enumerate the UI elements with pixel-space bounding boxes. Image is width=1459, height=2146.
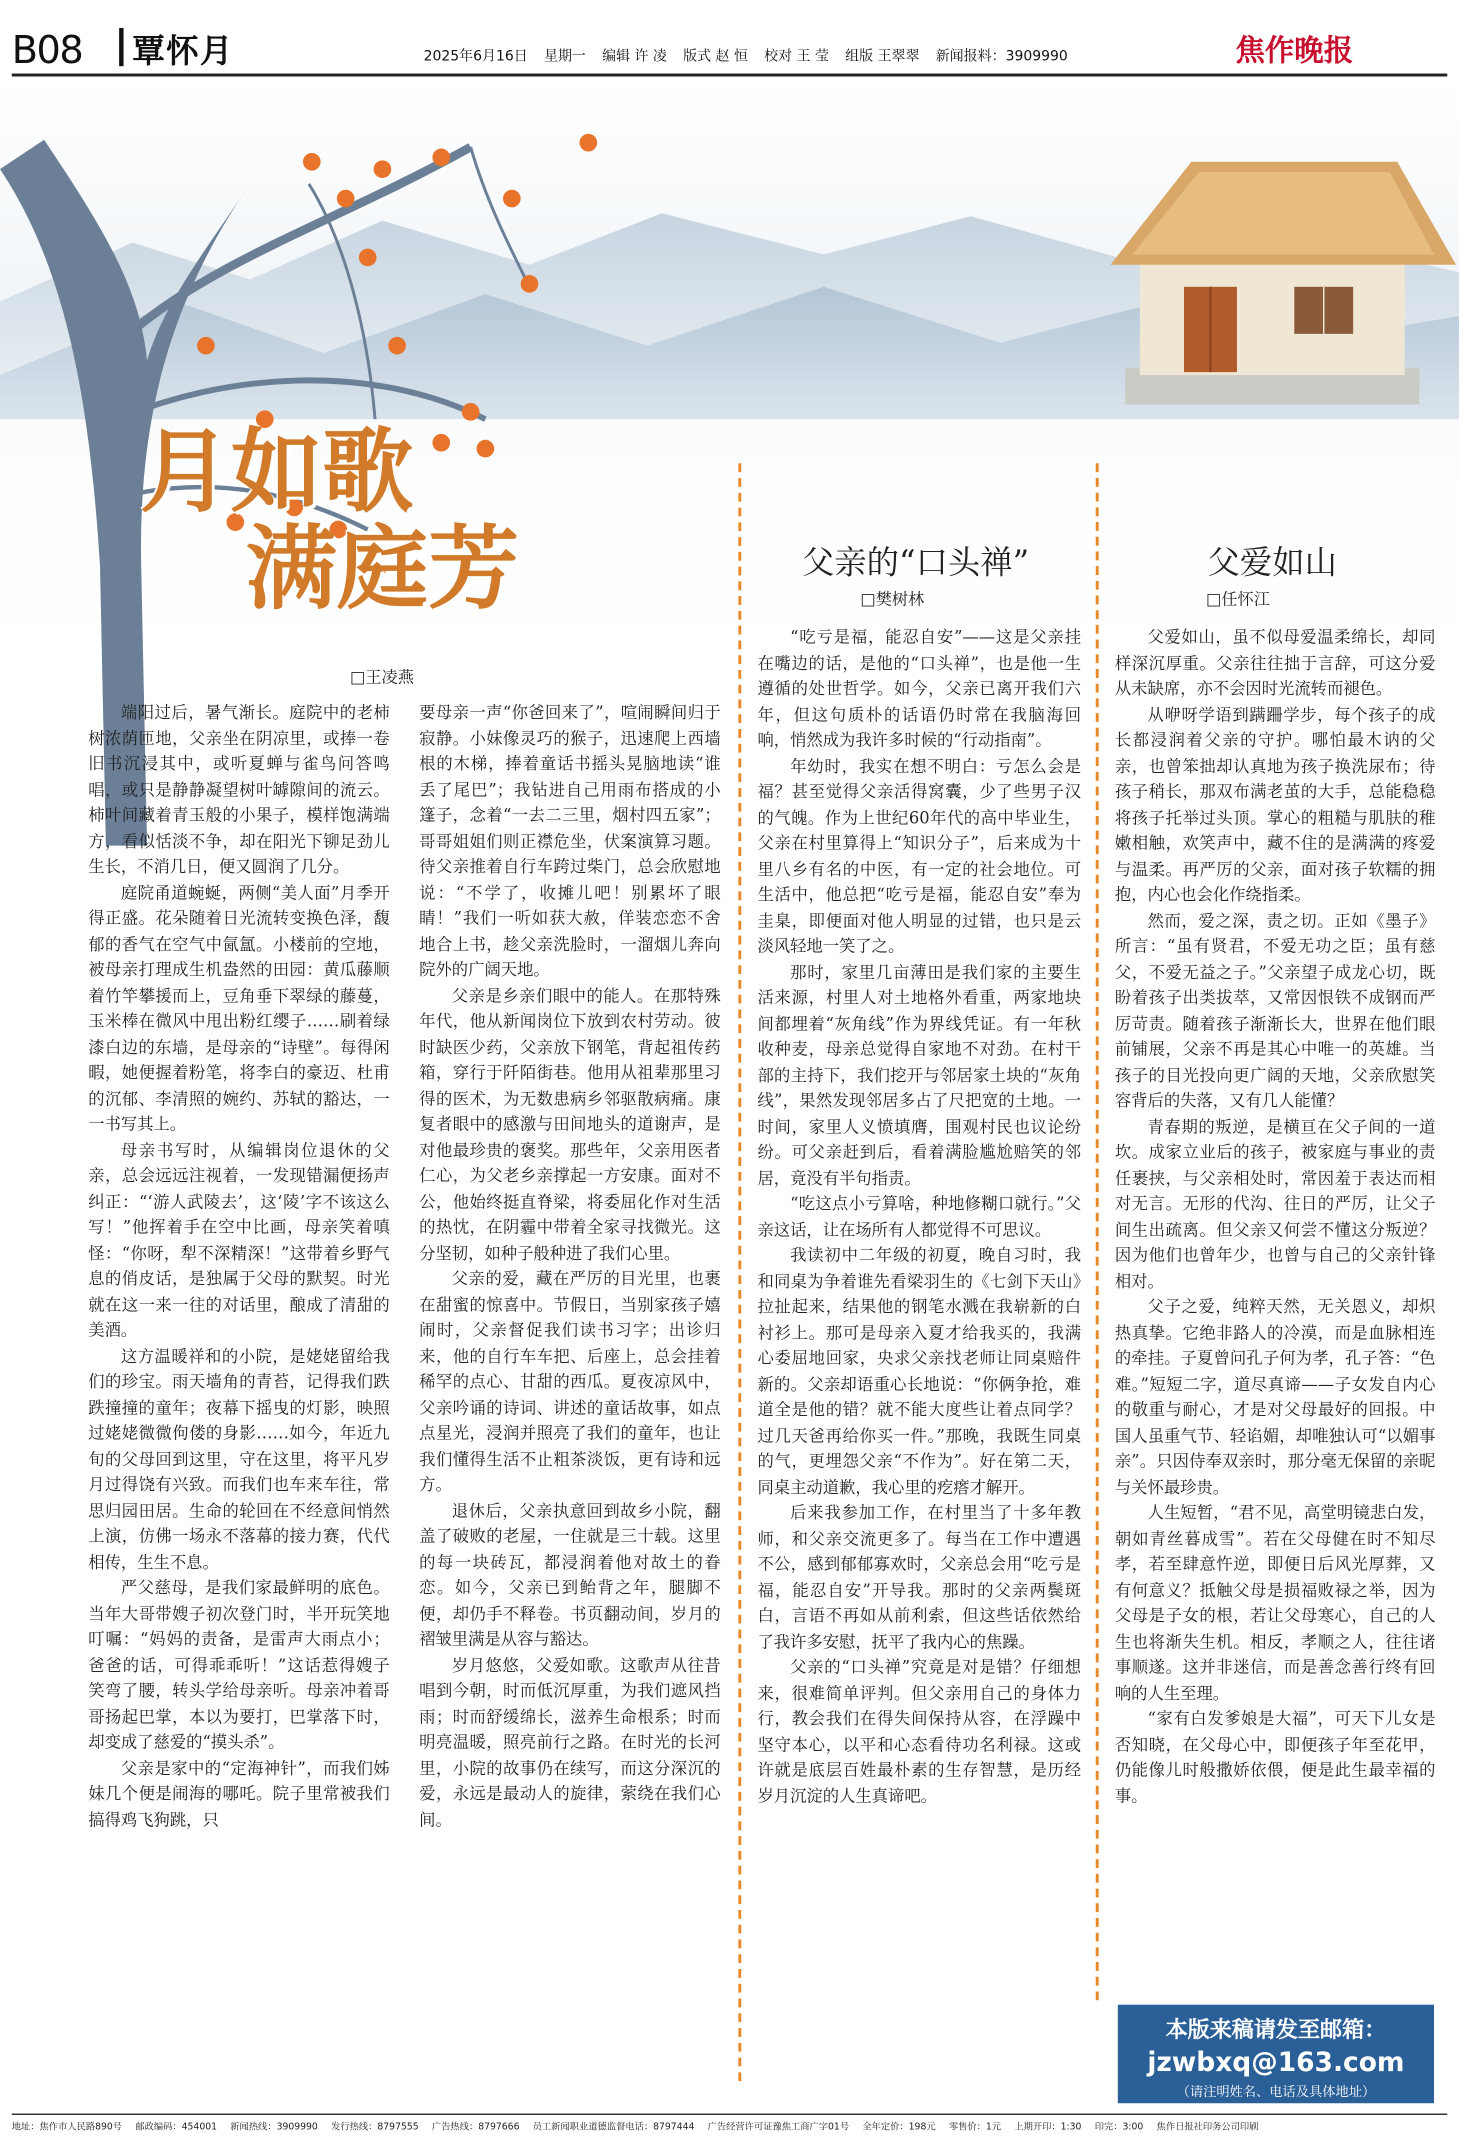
header-meta bbox=[424, 44, 1080, 65]
footer-item: 邮政编码：454001 bbox=[135, 2122, 218, 2133]
paragraph: 要母亲一声“你爸回来了”，喧闹瞬间归于寂静。小妹像灵巧的猴子，迅速爬上西墙根的木梯，捧着童话书摇头晃脑地读“谁丢了尾巴”；我钻进自己用雨布搭成的小篷子，念着“一去二三里，烟村四五家”；哥哥姐姐们则正襟危坐，伏案演算习题。待父亲推着自行车跨过柴门，总会欣慰地说：“不学了，收摊儿吧！别累坏了眼睛！”我们一听如获大赦，佯装恋恋不舍地合上书，趁父亲洗脸时，一溜烟儿奔向院外的广阔天地。 bbox=[419, 703, 721, 980]
footer-item: 印完：3:00 bbox=[1094, 2122, 1144, 2133]
article3-body bbox=[1115, 625, 1436, 1993]
footer-rule bbox=[12, 2114, 1448, 2115]
header-divider bbox=[119, 28, 123, 66]
submission-mailbox bbox=[1118, 2005, 1434, 2104]
paragraph: 严父慈母，是我们家最鲜明的底色。当年大哥带嫂子初次登门时，半开玩笑地叮嘱：“妈妈的责备，是雷声大雨点小；爸爸的话，可得乖乖听！”这话惹得嫂子笑弯了腰，转头学给母亲听。母亲冲着哥哥扬起巴掌，本以为要打，巴掌落下时，却变成了慈爱的“摸头杀”。 bbox=[88, 1578, 390, 1752]
feature-title-line1: 月如歌 bbox=[139, 417, 414, 526]
footer-item: 员工新闻职业道德监督电话：8797444 bbox=[532, 2122, 695, 2133]
paragraph: 从咿呀学语到蹒跚学步，每个孩子的成长都浸润着父亲的守护。哪怕最木讷的父亲，也曾笨拙却认真地为孩子换洗尿布；待孩子稍长，那双布满老茧的大手，总能稳稳将孩子托举过头顶。掌心的粗糙与肌肤的稚嫩相触，欢笑声中，藏不住的是满满的疼爱与温柔。再严厉的父亲，面对孩子软糯的拥抱，内心也会化作绕指柔。 bbox=[1114, 705, 1436, 905]
column-divider bbox=[738, 463, 741, 2081]
footer-item: 广告热线：8797666 bbox=[431, 2122, 520, 2133]
layout-credit: 版式 赵 恒 bbox=[683, 48, 748, 65]
issue-weekday: 星期一 bbox=[543, 48, 586, 65]
feature-column-2 bbox=[419, 700, 721, 2002]
paragraph: 端阳过后，暑气渐长。庭院中的老柿树浓荫匝地，父亲坐在阴凉里，或捧一卷旧书沉浸其中，或听夏蝉与雀鸟问答鸣唱，或只是静静凝望树叶罅隙间的流云。柿叶间藏着青玉般的小果子，模样饱满端方，看似恬淡不争，却在阳光下铆足劲儿生长，不消几日，便又圆润了几分。 bbox=[88, 703, 390, 877]
section-number: B08 bbox=[11, 29, 83, 74]
section-title: 覃怀月 bbox=[132, 33, 234, 71]
footer-item: 零售价：1元 bbox=[948, 2122, 1002, 2133]
article3-byline: □任怀江 bbox=[1206, 589, 1270, 609]
paragraph: 岁月悠悠，父爱如歌。这歌声从往昔唱到今朝，时而低沉厚重，为我们遮风挡雨；时而舒缓绵长，滋养生命根系；时而明亮温暖，照亮前行之路。在时光的长河里，小院的故事仍在续写，而这分深沉的爱，永远是最动人的旋律，萦绕在我们心间。 bbox=[419, 1655, 721, 1829]
feature-title bbox=[139, 417, 520, 623]
newspaper-logo: 焦作晚报 bbox=[1235, 32, 1354, 68]
issue-date: 2025年6月16日 bbox=[423, 48, 528, 65]
paragraph: 父亲的爱，藏在严厉的目光里，也裹在甜蜜的惊喜中。节假日，当别家孩子嬉闹时，父亲督促我们读书习字；出诊归来，他的自行车车把、后座上，总会挂着稀罕的点心、甘甜的西瓜。夏夜凉风中，父亲吟诵的诗词、讲述的童话故事，如点点星光，浸润并照亮了我们的童年，也让我们懂得生活不止粗茶淡饭，更有诗和远方。 bbox=[419, 1269, 721, 1495]
news-hotline: 新闻报料：3909990 bbox=[935, 48, 1068, 65]
mailbox-email[interactable]: jzwbxq@163.com bbox=[1147, 2047, 1405, 2079]
mailbox-heading: 本版来稿请发至邮箱： bbox=[1165, 2016, 1387, 2043]
paragraph: 父子之爱，纯粹天然，无关恩义，却炽热真挚。它绝非路人的冷漠，而是血脉相连的牵挂。子夏曾问孔子何为孝，孔子答：“色难。”短短二字，道尽真谛——子女发自内心的敬重与耐心，才是对父母最好的回报。中国人虽重气节、轻谄媚，却唯独认可“以媚事亲”。只因侍奉双亲时，那分毫无保留的亲昵与关怀最珍贵。 bbox=[1114, 1297, 1436, 1497]
paragraph: 后来我参加工作，在村里当了十多年教师，和父亲交流更多了。每当在工作中遭遇不公，感到郁郁寡欢时，父亲总会用“吃亏是福，能忍自安”开导我。那时的父亲两鬓斑白，言语不再如从前利索，但这些话依然给了我许多安慰，抚平了我内心的焦躁。 bbox=[757, 1503, 1082, 1651]
footer-item: 地址：焦作市人民路890号 bbox=[11, 2122, 123, 2133]
editor-credit: 编辑 许 凌 bbox=[602, 48, 667, 65]
paragraph: 父亲的“口头禅”究竟是对是错？仔细想来，很难简单评判。但父亲用自己的身体力行，教会我们在得失间保持从容，在浮躁中坚守本心，以平和心态看待功名利禄。这或许就是底层百姓最朴素的生存智慧，是历经岁月沉淀的人生真谛吧。 bbox=[757, 1657, 1082, 1806]
paragraph: 我读初中二年级的初夏，晚自习时，我和同桌为争着谁先看梁羽生的《七剑下天山》拉扯起来，结果他的钢笔水溅在我崭新的白衬衫上。那可是母亲入夏才给我买的，我满心委屈地回家，央求父亲找老师让同桌赔件新的。父亲却语重心长地说：“你俩争抢，难道全是他的错？就不能大度些让着点同学？过几天爸再给你买一件。”那晚，我既生同桌的气，更埋怨父亲“不作为”。好在第二天，同桌主动道歉，我心里的疙瘩才解开。 bbox=[757, 1245, 1082, 1497]
mailbox-note: （请注明姓名、电话及具体地址） bbox=[1176, 2085, 1376, 2101]
group-credit: 组版 王翠翠 bbox=[845, 48, 920, 65]
proof-credit: 校对 王 莹 bbox=[764, 48, 829, 65]
footer-item: 新闻热线：3909990 bbox=[230, 2122, 318, 2133]
feature-column-1 bbox=[88, 700, 390, 2002]
paragraph: “吃亏是福，能忍自安”——这是父亲挂在嘴边的话，是他的“口头禅”，也是他一生遵循的处世哲学。如今，父亲已离开我们六年，但这句质朴的话语仍时常在我脑海回响，悄然成为我许多时候的“行动指南”。 bbox=[757, 628, 1082, 751]
paragraph: 年幼时，我实在想不明白：亏怎么会是福？甚至觉得父亲活得窝囊，少了些男子汉的气魄。作为上世纪60年代的高中毕业生，父亲在村里算得上“知识分子”，后来成为十里八乡有名的中医，有一定的社会地位。可生活中，他总把“吃亏是福，能忍自安”奉为圭臬，即便面对他人明显的过错，也只是云淡风轻地一笑了之。 bbox=[757, 756, 1082, 957]
footer-item: 焦作日报社印务公司印刷 bbox=[1156, 2122, 1259, 2133]
article3-title: 父爱如山 bbox=[1207, 545, 1337, 583]
column-divider bbox=[1096, 463, 1099, 2000]
paragraph: 人生短暂，“君不见，高堂明镜悲白发，朝如青丝暮成雪”。若在父母健在时不知尽孝，若至肆意忤逆，即便日后风光厚葬，又有何意义？抵触父母是损福败禄之举，因为父母是子女的根，若让父母寒心，自己的人生也将渐失生机。相反，孝顺之人，往往诸事顺遂。这并非迷信，而是善念善行终有回响的人生至理。 bbox=[1114, 1503, 1436, 1703]
article2-title: 父亲的“口头禅” bbox=[801, 545, 1030, 583]
paragraph: 庭院甬道蜿蜒，两侧“美人面”月季开得正盛。花朵随着日光流转变换色泽，馥郁的香气在空气中氤氲。小楼前的空地，被母亲打理成生机盎然的田园：黄瓜藤顺着竹竿攀援而上，豆角垂下翠绿的藤蔓，玉米棒在微风中甩出粉红缨子……刷着绿漆白边的东墙，是母亲的“诗壁”。每得闲暇，她便握着粉笔，将李白的豪迈、杜甫的沉郁、李清照的婉约、苏轼的豁达，一一书写其上。 bbox=[88, 883, 390, 1134]
paragraph: 母亲书写时，从编辑岗位退休的父亲，总会远远注视着，一发现错漏便扬声纠正：“‘游人武陵去’，这‘陵’字不该这么写！”他挥着手在空中比画，母亲笑着嗔怪：“你呀，犁不深精深！”这带着乡野气息的俏皮话，是独属于父母的默契。时光就在这一来一往的对话里，酿成了清甜的美酒。 bbox=[88, 1140, 390, 1340]
paragraph: “吃这点小亏算啥，种地修糊口就行。”父亲这话，让在场所有人都觉得不可思议。 bbox=[757, 1194, 1082, 1240]
paragraph: 这方温暖祥和的小院，是姥姥留给我们的珍宝。雨天墙角的青苔，记得我们跌跌撞撞的童年；夜幕下摇曳的灯影，映照过姥姥微微佝偻的身影……如今，年近九旬的父母回到这里，守在这里，将平凡岁月过得饶有兴致。而我们也车来车往，常思归园田居。生命的轮回在不经意间悄然上演，仿佛一场永不落幕的接力赛，代代相传，生生不息。 bbox=[88, 1346, 390, 1572]
article2-body bbox=[757, 625, 1081, 2081]
paragraph: “家有白发爹娘是大福”，可天下儿女是否知晓，在父母心中，即便孩子年至花甲，仍能像儿时般撒娇依偎，便是此生最幸福的事。 bbox=[1114, 1709, 1436, 1806]
footer-item: 上期开印：1:30 bbox=[1014, 2122, 1082, 2133]
feature-byline: □王凌燕 bbox=[350, 667, 414, 687]
footer-item: 广告经营许可证豫焦工商广字01号 bbox=[707, 2122, 850, 2133]
header-rule bbox=[12, 74, 1448, 77]
paragraph: 然而，爱之深，责之切。正如《墨子》所言：“虽有贤君，不爱无功之臣；虽有慈父，不爱无益之子。”父亲望子成龙心切，既盼着孩子出类拔萃，又常因恨铁不成钢而严厉苛责。随着孩子渐渐长大，世界在他们眼前铺展，父亲不再是其心中唯一的英雄。当孩子的目光投向更广阔的天地，父亲欣慰笑容背后的失落，又有几人能懂？ bbox=[1114, 911, 1436, 1111]
paragraph: 青春期的叛逆，是横亘在父子间的一道坎。成家立业后的孩子，被家庭与事业的责任裹挟，与父亲相处时，常因羞于表达而相对无言。无形的代沟、往日的严厉，让父子间生出疏离。但父亲又何尝不懂这分叛逆？因为他们也曾年少，也曾与自己的父亲针锋相对。 bbox=[1114, 1117, 1436, 1291]
paragraph: 父爱如山，虽不似母爱温柔绵长，却同样深沉厚重。父亲往往拙于言辞，可这分爱从未缺席，亦不会因时光流转而褪色。 bbox=[1114, 628, 1436, 699]
feature-title-line2: 满庭芳 bbox=[245, 514, 520, 623]
footer-item: 全年定价：198元 bbox=[862, 2122, 936, 2133]
paragraph: 父亲是家中的“定海神针”，而我们姊妹几个便是闹海的哪吒。院子里常被我们搞得鸡飞狗跳，只 bbox=[88, 1758, 390, 1829]
paragraph: 退休后，父亲执意回到故乡小院，翻盖了破败的老屋，一住就是三十载。这里的每一块砖瓦，都浸润着他对故土的眷恋。如今，父亲已到鲐背之年，腿脚不便，却仍手不释卷。书页翻动间，岁月的褶皱里满是从容与豁达。 bbox=[419, 1500, 721, 1649]
article2-byline: □樊树林 bbox=[860, 589, 925, 609]
footer-info bbox=[12, 2119, 1448, 2132]
paragraph: 那时，家里几亩薄田是我们家的主要生活来源，村里人对土地格外看重，两家地块间都埋着“灰角线”作为界线凭证。有一年秋收种麦，母亲总觉得自家地不对劲。在村干部的主持下，我们挖开与邻居家土块的“灰角线”，果然发现邻居多占了尺把宽的土地。一时间，家里人义愤填膺，围观村民也议论纷纷。可父亲赶到后，看着满脸尴尬赔笑的邻居，竟没有半句指责。 bbox=[757, 962, 1082, 1188]
footer-item: 发行热线：8797555 bbox=[331, 2122, 419, 2133]
paragraph: 父亲是乡亲们眼中的能人。在那特殊年代，他从新闻岗位下放到农村劳动。彼时缺医少药，父亲放下钢笔，背起祖传药箱，穿行于阡陌街巷。他用从祖辈那里习得的医术，为无数患病乡邻驱散病痛。康复者眼中的感激与田间地头的道谢声，是对他最珍贵的褒奖。那些年，父亲用医者仁心，为父老乡亲撑起一方安康。面对不公，他始终挺直脊梁，将委屈化作对生活的热忱，在阴霾中带着全家寻找微光。这分坚韧，如种子般种进了我们心里。 bbox=[419, 986, 721, 1263]
